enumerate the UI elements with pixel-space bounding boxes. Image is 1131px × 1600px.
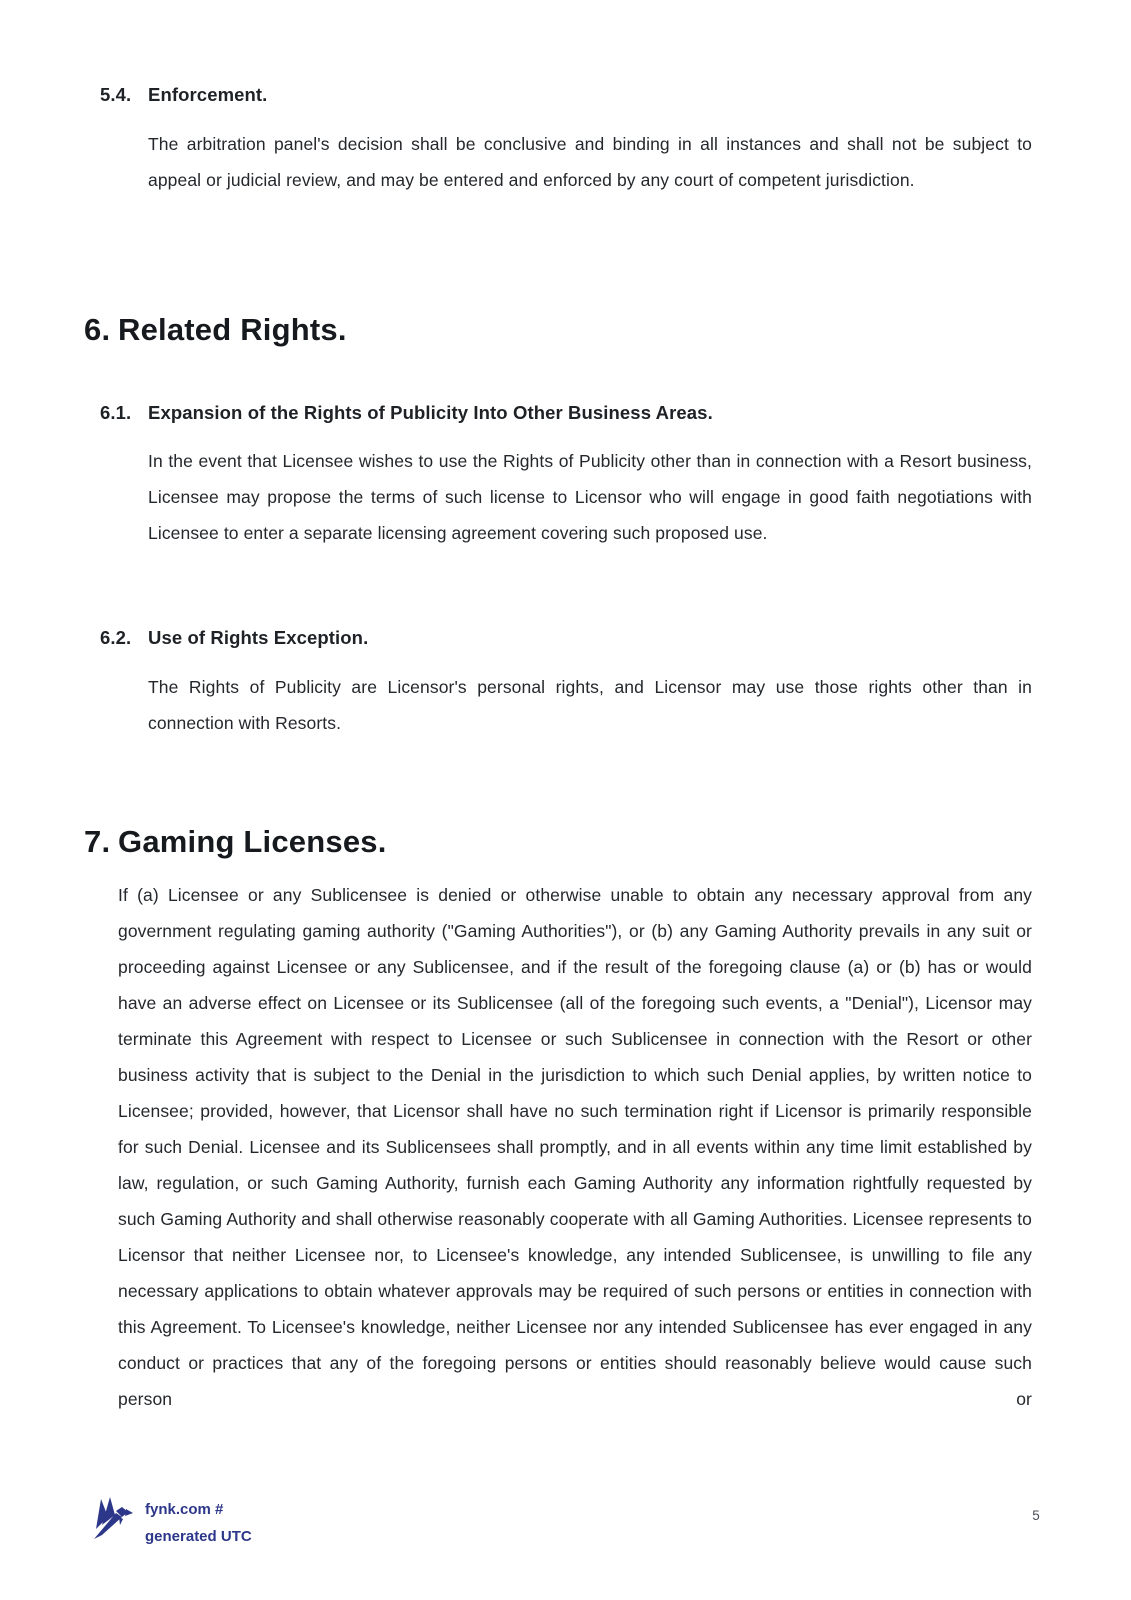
section-title: Related Rights. (118, 312, 347, 347)
footer-text (145, 1496, 252, 1550)
section-title: Use of Rights Exception. (148, 627, 369, 648)
section-number: 5.4. (100, 84, 132, 105)
section-paragraph-6-1: In the event that Licensee wishes to use the Rights of Publicity other than in connection with a Resort business, Licensee may propose the terms of such license to Licensor who will engage in good faith negotiations with Licensee to enter a separate licensing agreement covering such proposed use. (148, 451, 1032, 543)
section-heading-7 (84, 824, 1032, 860)
section-title: Gaming Licenses. (118, 824, 387, 859)
section-paragraph-5-4: The arbitration panel's decision shall be conclusive and binding in all instances and shall not be subject to appeal or judicial review, and may be entered and enforced by any court of competent jurisdiction. (148, 134, 1032, 190)
section-title: Enforcement. (148, 84, 268, 105)
section-heading-6-2 (100, 627, 1032, 649)
footer-brand (93, 1496, 252, 1550)
section-heading-6 (84, 312, 1032, 348)
footer-generated-label: generated UTC (145, 1528, 252, 1545)
section-paragraph-6-2: The Rights of Publicity are Licensor's personal rights, and Licensor may use those rights other than in connection with Resorts. (148, 677, 1032, 733)
page-number: 5 (1032, 1508, 1040, 1523)
section-number: 7. (84, 824, 111, 859)
section-heading-5-4 (100, 84, 1032, 106)
section-number: 6.1. (100, 402, 132, 423)
section-number: 6. (84, 312, 111, 347)
section-paragraph-7: If (a) Licensee or any Sublicensee is denied or otherwise unable to obtain any necessary approval from any government regulating gaming authority ("Gaming Authorities"), or (b) any Gaming Authority prevails in any suit or proceeding against Licensee or any Sublicensee, and if the result of the foregoing clause (a) or (b) has or would have an adverse effect on Licensee or its Sublicensee (all of the foregoing such events, a "Denial"), Licensor may terminate this Agreement with respect to Licensee or such Sublicensee in connection with the Resort or other business activity that is subject to the Denial in the jurisdiction to which such Denial applies, by written notice to Licensee; provided, however, that Licensor shall have no such termination right if Licensor is primarily responsible for such Denial. Licensee and its Sublicensees shall promptly, and in all events within any time limit established by law, regulation, or such Gaming Authority, furnish each Gaming Authority any information rightfully requested by such Gaming Authority and shall otherwise reasonably cooperate with all Gaming Authorities. Licensee represents to Licensor that neither Licensee nor, to Licensee's knowledge, any intended Sublicensee, is unwilling to file any necessary applications to obtain whatever approvals may be required of such persons or entities in connection with this Agreement. To Licensee's knowledge, neither Licensee nor any intended Sublicensee has ever engaged in any conduct or practices that any of the foregoing persons or entities should reasonably believe would cause such person or (118, 885, 1032, 1409)
section-number: 6.2. (100, 627, 132, 648)
section-heading-6-1 (100, 402, 1032, 424)
origami-bird-icon (93, 1496, 133, 1542)
section-title: Expansion of the Rights of Publicity Into Other Business Areas. (148, 402, 713, 423)
footer-site-label: fynk.com # (145, 1501, 224, 1518)
